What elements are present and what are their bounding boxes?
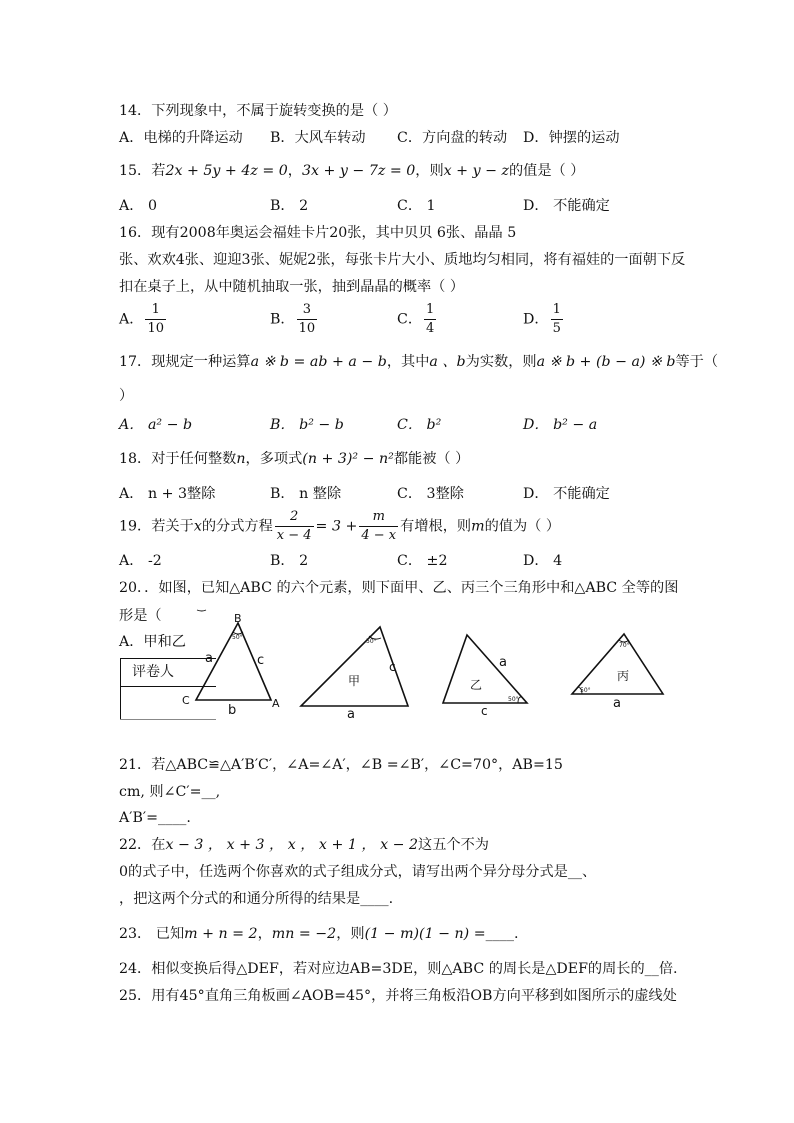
q14-stem: 14．下列现象中，不属于旋转变换的是（ ） bbox=[119, 103, 397, 119]
q23-stem bbox=[119, 924, 518, 944]
side-c-jia: c bbox=[389, 660, 396, 674]
side-c-abc: c bbox=[257, 653, 265, 668]
q15-mid: ，则 bbox=[415, 163, 444, 179]
denominator: 4 − x bbox=[361, 528, 397, 543]
label-bing: 丙 bbox=[617, 669, 630, 683]
q14-option-c: C．方向盘的转动 bbox=[397, 130, 508, 146]
q19-option-b: B． 2 bbox=[270, 553, 309, 569]
q17-line2: ） bbox=[119, 388, 134, 404]
q15-sep: ， bbox=[287, 163, 302, 179]
q19-option-c: C． ±2 bbox=[397, 553, 448, 569]
q15-option-a: A． 0 bbox=[119, 198, 157, 214]
q18-option-d: D． 不能确定 bbox=[523, 486, 610, 502]
side-a-bing: a bbox=[613, 696, 621, 711]
q20-option-a: A．甲和乙 bbox=[119, 634, 186, 650]
q23-prefix: 23． 已知 bbox=[119, 926, 185, 942]
numerator: 2 bbox=[275, 508, 314, 527]
q22-suffix: 这五个不为 bbox=[418, 837, 489, 853]
q23-sep: ， bbox=[257, 926, 272, 942]
q23-c2: mn = −2 bbox=[271, 926, 337, 942]
side-c-yi: c bbox=[481, 704, 488, 718]
q25-text: 25．用有45°直角三角板画∠AOB=45°，并将三角板沿OB方向平移到如图所示的虚线处 bbox=[119, 988, 677, 1004]
q23-c1: m + n = 2 bbox=[184, 926, 258, 942]
q17-option-d: D． b² − a bbox=[523, 417, 598, 433]
denominator: 4 bbox=[426, 321, 435, 336]
denominator: 5 bbox=[552, 321, 561, 336]
q18-n: n bbox=[236, 451, 246, 467]
q16-option-d-label: D． bbox=[523, 311, 549, 328]
q19-option-a: A． -2 bbox=[119, 553, 162, 569]
numerator: 1 bbox=[424, 301, 436, 320]
q18-mid: ，多项式 bbox=[245, 451, 303, 467]
q15-expr: x + y − z bbox=[443, 163, 509, 179]
q23-suffix: ____. bbox=[485, 926, 519, 942]
side-a-jia: a bbox=[347, 707, 355, 722]
q19-eq-mid: = 3 + bbox=[315, 518, 358, 535]
q19-suffix: 有增根，则 bbox=[400, 518, 472, 535]
q23-expr: (1 − m)(1 − n) = bbox=[364, 926, 486, 942]
triangle-yi bbox=[443, 635, 527, 703]
q15-eq1: 2x + 5y + 4z = 0 bbox=[165, 163, 288, 179]
numerator: m bbox=[359, 508, 398, 527]
q17-option-b: B． b² − b bbox=[270, 417, 344, 433]
q16-line2: 张、欢欢4张、迎迎3张、妮妮2张，每张卡片大小、质地均匀相同，将有福娃的一面朝下反 bbox=[119, 252, 686, 268]
q18-prefix: 18．对于任何整数 bbox=[119, 451, 237, 467]
q17-mid2: 为实数，则 bbox=[465, 354, 537, 370]
q15-suffix: 的值是（ ） bbox=[508, 163, 585, 179]
q16-line3: 扣在桌子上，从中随机抽取一张，抽到晶晶的概率（ ） bbox=[119, 279, 465, 295]
q17-prefix: 17．现规定一种运算 bbox=[119, 354, 251, 370]
q19-prefix: 19．若关于 bbox=[119, 518, 194, 535]
q21-line1: 21．若△ABC≌△A′B′C′，∠A=∠A′，∠B =∠B′，∠C=70°，AB=15 bbox=[119, 757, 563, 773]
q17-vars: a 、b bbox=[429, 354, 466, 370]
q16-line1: 16．现有2008年奥运会福娃卡片20张，其中贝贝 6张、晶晶 5 bbox=[119, 225, 517, 241]
q15-prefix: 15．若 bbox=[119, 163, 166, 179]
q17-suffix: 等于（ bbox=[675, 354, 719, 370]
label-c: C bbox=[182, 694, 190, 707]
q17-option-a: A． a² − b bbox=[119, 417, 193, 433]
q18-option-b: B． n 整除 bbox=[270, 486, 342, 502]
angle-bing-top: 70° bbox=[619, 642, 630, 649]
side-a-yi: a bbox=[499, 655, 507, 670]
denominator: 10 bbox=[147, 321, 164, 336]
q22-stem bbox=[119, 835, 489, 855]
angle-abc: 50° bbox=[232, 634, 243, 641]
numerator: 3 bbox=[297, 301, 318, 320]
q17-mid: ，其中 bbox=[386, 354, 430, 370]
q19-suffix2: 的值为（ ） bbox=[484, 518, 561, 535]
q22-line3: ，把这两个分式的和通分所得的结果是____. bbox=[119, 891, 394, 907]
q14-option-d: D．钟摆的运动 bbox=[523, 130, 620, 146]
q19-option-d: D． 4 bbox=[523, 553, 563, 569]
q21-line2: cm, 则∠C′=__, bbox=[119, 784, 221, 800]
q18-suffix: 都能被（ ） bbox=[393, 451, 470, 467]
q18-option-a: A． n + 3整除 bbox=[119, 486, 216, 502]
q17-option-c: C． b² bbox=[397, 417, 442, 433]
q14-option-a: A．电梯的升降运动 bbox=[119, 130, 243, 146]
q15-option-b: B． 2 bbox=[270, 198, 309, 214]
q22-exprs: x − 3 ， x + 3 ， x ， x + 1 ， x − 2 bbox=[165, 837, 419, 853]
q17-def: a ※ b = ab + a − b bbox=[250, 354, 387, 370]
q22-line2: 0的式子中，任选两个你喜欢的式子组成分式，请写出两个异分母分式是__、 bbox=[119, 864, 597, 880]
label-b: B bbox=[234, 612, 242, 625]
q23-mid: ，则 bbox=[336, 926, 365, 942]
q18-expr: (n + 3)² − n² bbox=[302, 451, 394, 467]
q24-text: 24．相似变换后得△DEF，若对应边AB=3DE，则△ABC 的周长是△DEF的周长的__倍. bbox=[119, 961, 678, 977]
side-a-abc: a bbox=[205, 651, 213, 666]
q20-line1: 20．．如图，已知△ABC 的六个元素，则下面甲、乙、丙三个三角形中和△ABC 全等的图 bbox=[119, 580, 679, 596]
scorer-label: 评卷人 bbox=[132, 664, 174, 680]
q16-option-b-label: B． bbox=[270, 311, 295, 328]
q18-option-c: C． 3整除 bbox=[397, 486, 464, 502]
q19-x: x bbox=[193, 518, 202, 535]
q22-prefix: 22．在 bbox=[119, 837, 166, 853]
q15-eq2: 3x + y − 7z = 0 bbox=[301, 163, 416, 179]
q19-m: m bbox=[471, 518, 485, 535]
angle-yi: 50° bbox=[508, 696, 519, 703]
q15-option-d: D． 不能确定 bbox=[523, 198, 610, 214]
q16-option-c-label: C． bbox=[397, 311, 423, 328]
angle-jia: 50° bbox=[366, 638, 377, 645]
label-yi: 乙 bbox=[470, 678, 483, 692]
q21-line3: A′B′=____. bbox=[119, 810, 191, 826]
triangle-bing bbox=[572, 634, 663, 694]
numerator: 1 bbox=[551, 301, 563, 320]
q14-option-b: B．大风车转动 bbox=[270, 130, 366, 146]
label-jia: 甲 bbox=[348, 674, 361, 688]
q19-mid: 的分式方程 bbox=[201, 518, 273, 535]
q16-option-a-label: A． bbox=[119, 311, 144, 328]
q20-line2: 形是（ bbox=[119, 608, 162, 624]
label-a: A bbox=[272, 697, 280, 710]
denominator: x − 4 bbox=[276, 528, 312, 543]
numerator: 1 bbox=[145, 301, 166, 320]
q17-expr: a ※ b + (b − a) ※ b bbox=[536, 354, 676, 370]
denominator: 10 bbox=[298, 321, 316, 336]
q15-option-c: C． 1 bbox=[397, 198, 436, 214]
angle-bing-left: 50° bbox=[580, 687, 591, 694]
side-b-abc: b bbox=[228, 703, 237, 718]
